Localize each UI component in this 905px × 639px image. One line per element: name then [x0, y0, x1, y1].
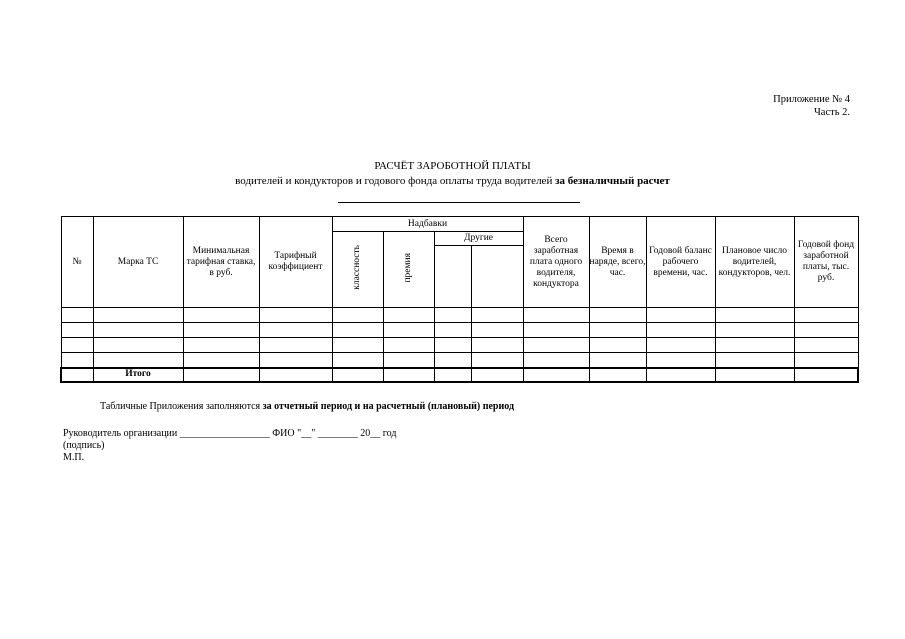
table-cell[interactable] [794, 323, 858, 338]
header-other-sub1 [434, 246, 471, 308]
table-cell[interactable] [259, 338, 332, 353]
table-cell[interactable] [523, 323, 589, 338]
header-brand: Марка ТС [93, 217, 183, 308]
salary-table [60, 216, 859, 383]
table-cell[interactable] [794, 308, 858, 323]
table-cell[interactable] [183, 368, 259, 382]
table-cell[interactable] [61, 368, 93, 382]
header-allowances: Надбавки [332, 217, 523, 232]
table-cell[interactable] [259, 308, 332, 323]
header-total-pay: Всего заработная плата одного водителя, кондуктора [523, 217, 589, 308]
document-title: РАСЧЁТ ЗАРОБОТНОЙ ПЛАТЫ [374, 160, 531, 172]
table-cell[interactable] [794, 353, 858, 368]
header-time: Время в наряде, всего, час. [589, 217, 646, 308]
table-cell[interactable] [715, 353, 794, 368]
table-cell[interactable] [434, 323, 471, 338]
appendix-part: Часть 2. [813, 107, 850, 118]
table-cell[interactable] [332, 323, 383, 338]
table-row [61, 308, 858, 323]
table-cell[interactable] [383, 323, 434, 338]
subtitle-bold: за безналичный расчет [555, 175, 670, 187]
table-cell[interactable] [383, 338, 434, 353]
header-min-rate: Минимальная тарифная ставка, в руб. [183, 217, 259, 308]
table-cell[interactable] [471, 368, 523, 382]
table-row [61, 323, 858, 338]
subtitle-text: водителей и кондукторов и годового фонда оплаты труда водителей [235, 175, 556, 187]
table-cell[interactable] [183, 323, 259, 338]
table-cell[interactable] [589, 368, 646, 382]
table-cell[interactable] [646, 308, 715, 323]
table-cell[interactable] [715, 338, 794, 353]
table-cell[interactable] [259, 353, 332, 368]
header-annual-balance: Годовой баланс рабочего времени, час. [646, 217, 715, 308]
table-cell[interactable] [589, 338, 646, 353]
table-cell[interactable] [794, 338, 858, 353]
header-class [332, 232, 383, 308]
total-label: Итого [93, 368, 183, 382]
table-row [61, 353, 858, 368]
table-cell[interactable] [183, 338, 259, 353]
header-row-1 [61, 217, 858, 232]
header-annual-fund: Годовой фонд заработной платы, тыс. руб. [794, 217, 858, 308]
table-cell[interactable] [332, 368, 383, 382]
table-cell[interactable] [259, 368, 332, 382]
table-cell[interactable] [471, 308, 523, 323]
table-cell[interactable] [523, 368, 589, 382]
table-cell[interactable] [93, 308, 183, 323]
table-row [61, 338, 858, 353]
table-cell[interactable] [646, 368, 715, 382]
total-row [61, 368, 858, 382]
table-cell[interactable] [589, 323, 646, 338]
table-cell[interactable] [794, 368, 858, 382]
table-cell[interactable] [383, 308, 434, 323]
fill-note [100, 401, 514, 412]
header-tariff-coef: Тарифный коэффициент [259, 217, 332, 308]
table-cell[interactable] [259, 323, 332, 338]
table-cell[interactable] [471, 323, 523, 338]
header-class-text: классность [352, 245, 362, 290]
header-num: № [61, 217, 93, 308]
stamp-label: М.П. [63, 452, 85, 463]
table-cell[interactable] [183, 353, 259, 368]
table-cell[interactable] [646, 338, 715, 353]
table-cell[interactable] [646, 353, 715, 368]
table-cell[interactable] [471, 338, 523, 353]
signature-caption: (подпись) [63, 440, 105, 451]
table-cell[interactable] [383, 368, 434, 382]
table-cell[interactable] [434, 338, 471, 353]
header-bonus [383, 232, 434, 308]
table-cell[interactable] [471, 353, 523, 368]
table-cell[interactable] [589, 353, 646, 368]
table-cell[interactable] [589, 308, 646, 323]
table-cell[interactable] [93, 323, 183, 338]
note-bold: за отчетный период и на расчетный (плановый) период [262, 401, 515, 412]
table-cell[interactable] [434, 353, 471, 368]
table-cell[interactable] [434, 308, 471, 323]
title-underline [338, 202, 580, 203]
table-cell[interactable] [715, 323, 794, 338]
table-cell[interactable] [332, 338, 383, 353]
table-cell[interactable] [383, 353, 434, 368]
header-other-sub2 [471, 246, 523, 308]
table-cell[interactable] [523, 353, 589, 368]
table-cell[interactable] [61, 323, 93, 338]
table-cell[interactable] [332, 308, 383, 323]
table-cell[interactable] [646, 323, 715, 338]
table-cell[interactable] [332, 353, 383, 368]
table-cell[interactable] [715, 308, 794, 323]
header-other: Другие [434, 232, 523, 246]
table-cell[interactable] [183, 308, 259, 323]
table-cell[interactable] [93, 338, 183, 353]
header-planned-count: Плановое число водителей, кондукторов, чел. [715, 217, 794, 308]
table-cell[interactable] [434, 368, 471, 382]
table-cell[interactable] [715, 368, 794, 382]
table-cell[interactable] [61, 338, 93, 353]
note-text: Табличные Приложения заполняются [100, 401, 263, 412]
document-subtitle [0, 175, 905, 187]
table-cell[interactable] [61, 353, 93, 368]
table-cell[interactable] [93, 353, 183, 368]
signature-line: Руководитель организации __________________ ФИО "__" ________ 20__ год [63, 428, 397, 439]
header-bonus-text: премия [403, 252, 413, 283]
table-cell[interactable] [523, 338, 589, 353]
table-cell[interactable] [523, 308, 589, 323]
table-cell[interactable] [61, 308, 93, 323]
appendix-number: Приложение № 4 [773, 94, 850, 105]
